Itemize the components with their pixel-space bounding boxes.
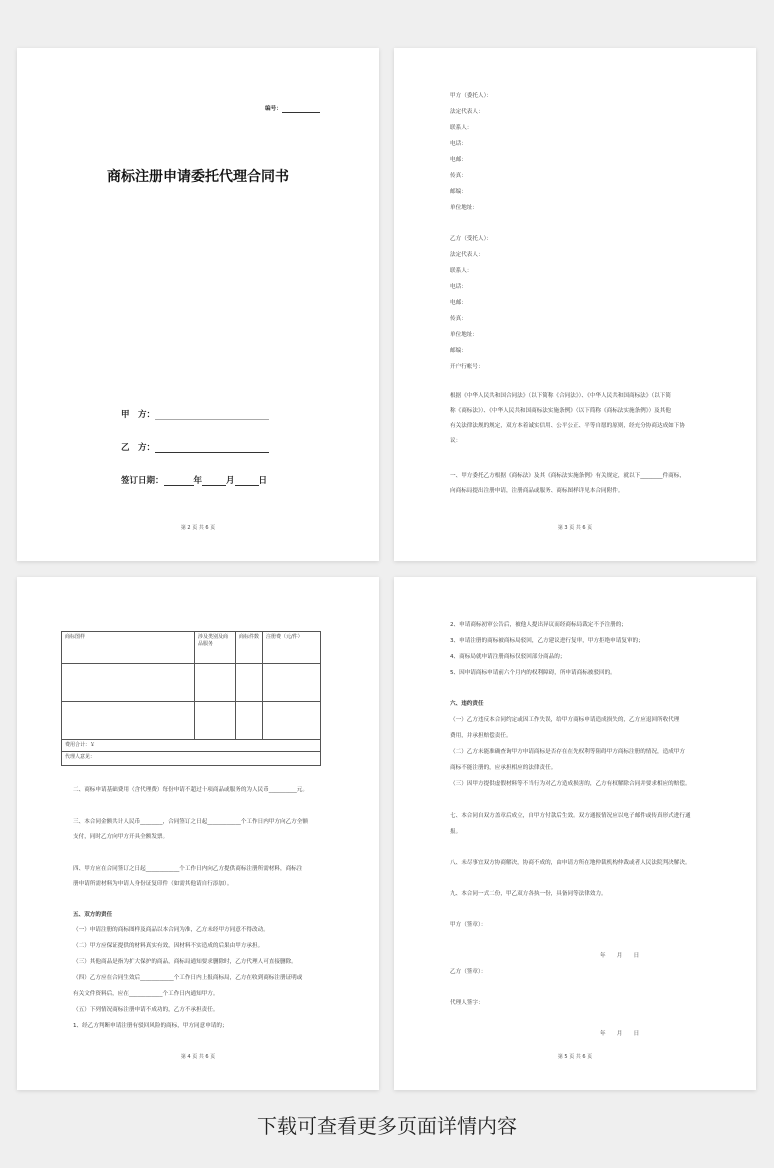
party-b-field: 邮编： <box>450 348 467 354</box>
clause-4-line: 四、甲方应在合同签订之日起____________个工作日内向乙方提供商标注册所需材料，商标注 <box>73 866 303 872</box>
section-5-line: （四）乙方应在合同生效后____________个工作日内上报商标局，乙方在收到商标注册证明或 <box>73 975 303 981</box>
page-cover <box>17 48 379 561</box>
section-5-line: （三）其他商品是指为扩大保护的商品，商标局通知要求删除时，乙方代理人可直接删除。 <box>73 959 297 965</box>
sign-date: 年 月 日 <box>600 953 640 959</box>
section-5-title: 五、双方的责任 <box>73 912 113 918</box>
agent-opinion: 代理人意见： <box>62 752 321 766</box>
party-a-field: 电邮： <box>450 157 467 163</box>
party-b-field: 联系人： <box>450 268 473 274</box>
fee-table <box>61 631 321 766</box>
section-9: 九、本合同一式二份，甲乙双方各执一份，具备同等法律效力。 <box>450 891 607 897</box>
section-7-line: 七、本合同自双方盖章后成立，自甲方付款后生效。双方通报情况应以电子邮件或传真形式进行通 <box>450 813 691 819</box>
section-6-line: （二）乙方未能准确查询甲方申请商标是否存在在先权利等阻碍甲方商标注册的情况，造成甲方 <box>450 749 685 755</box>
page-number: 第 5 页 共 6 页 <box>557 1054 593 1060</box>
sign-date-line: 签订日期： 年 月 日 <box>121 476 268 486</box>
page-number: 第 2 页 共 6 页 <box>180 525 216 531</box>
section-6-line: 费用，并承担赔偿责任。 <box>450 733 512 739</box>
table-header: 注册费（元/件） <box>263 632 321 664</box>
section-5-line: （五）下列情况商标注册申请不成功的，乙方不承担责任。 <box>73 1007 219 1013</box>
party-b-field: 开户行帐号： <box>450 364 484 370</box>
party-b-field: 法定代表人： <box>450 252 484 258</box>
party-a-field: 甲方（委托人）： <box>450 93 492 99</box>
exemption-line: 4、商标局就申请注册商标仅驳回部分商品的； <box>450 654 566 660</box>
exemption-line: 2、申请商标初审公告后，被他人提出异议而经商标局裁定不予注册的； <box>450 622 627 628</box>
party-a-field: 传真： <box>450 173 467 179</box>
page-parties <box>394 48 756 561</box>
party-b-field: 乙方（受托人）： <box>450 236 492 242</box>
clause-3-line: 支付，同时乙方向甲方开具全额发票。 <box>73 834 169 840</box>
party-a-sign: 甲方（签章）： <box>450 922 487 928</box>
party-b-sign: 乙方（签章）： <box>450 969 487 975</box>
party-b-field: 电邮： <box>450 300 467 306</box>
page-number: 第 4 页 共 6 页 <box>180 1054 216 1060</box>
section-6-line: （三）因甲方提供虚假材料等不当行为对乙方造成损害的，乙方有权解除合同并要求相应的赔偿。 <box>450 781 691 787</box>
party-b-line: 乙 方： <box>121 441 269 453</box>
party-a-field: 电话： <box>450 141 467 147</box>
section-6-title: 六、违约责任 <box>450 701 484 707</box>
download-more-link[interactable]: 下载可查看更多页面详情内容 <box>257 1114 517 1138</box>
section-5-line: （二）甲方应保证提供的材料真实有效，因材料不实造成的后果由甲方承担。 <box>73 943 264 949</box>
section-5-line: 1、经乙方判断申请注册有驳回风险的商标，甲方同意申请的； <box>73 1023 228 1029</box>
party-a-line: 甲 方： <box>121 408 269 420</box>
table-header: 商标图样 <box>62 632 195 664</box>
party-b-field: 电话： <box>450 284 467 290</box>
section-6-line: （一）乙方违反本合同约定或因工作失误，给甲方商标申请造成损失的，乙方应退回所收代理 <box>450 717 680 723</box>
section-5-line: （一）申请注册的商标图样及商品以本合同为准，乙方未经甲方同意不得改动。 <box>73 927 269 933</box>
table-header: 涉及类别及商品服务 <box>195 632 236 664</box>
clause-3-line: 三、本合同金额共计人民币________，合同签订之日起____________个工作日内甲方向乙方全额 <box>73 819 308 825</box>
clause-4-line: 册申请所需材料为申请人身份证复印件（如需其他请自行添加）。 <box>73 881 233 887</box>
section-7-line: 报。 <box>450 829 462 835</box>
section-6-line: 商标不能注册的，应承担相应的法律责任。 <box>450 765 557 771</box>
party-a-field: 法定代表人： <box>450 109 484 115</box>
number-label: 编号： <box>265 104 320 113</box>
clause-1-line: 一、甲方委托乙方根据《商标法》及其《商标法实施条例》有关规定，就以下________件商标， <box>450 473 685 479</box>
fee-total: 费用合计：￥ <box>62 740 321 752</box>
clause-2: 二、商标申请基础费用（含代理费）每份申请不超过十项商品或服务的为人民币__________元。 <box>73 787 308 793</box>
page-liabilities <box>394 577 756 1090</box>
party-a-field: 联系人： <box>450 125 473 131</box>
preamble-line: 有关法律法规的规定，双方本着诚实信用、公平公正、平等自愿的原则，经充分协商达成如下协 <box>450 423 685 429</box>
party-a-field: 单位地址： <box>450 205 478 211</box>
party-b-field: 单位地址： <box>450 332 478 338</box>
page-number: 第 3 页 共 6 页 <box>557 525 593 531</box>
preamble-line: 称《商标法》）、《中华人民共和国商标法实施条例》（以下简称《商标法实施条例》）及其他 <box>450 408 671 414</box>
sign-date: 年 月 日 <box>600 1031 640 1037</box>
party-a-field: 邮编： <box>450 189 467 195</box>
agent-sign: 代理人签字： <box>450 1000 484 1006</box>
table-header: 商标件数 <box>236 632 263 664</box>
exemption-line: 5、因申请商标申请前六个月内的权利障碍，所申请商标被驳回的。 <box>450 670 616 676</box>
page-title: 商标注册申请委托代理合同书 <box>107 169 289 185</box>
preamble-line: 议： <box>450 438 462 444</box>
section-8: 八、未尽事宜双方协商解决，协商不成的，由申请方所在地仲裁机构仲裁或者人民法院判决解决。 <box>450 860 691 866</box>
clause-1-line: 向商标局提出注册申请，注册商品或服务、商标图样详见本合同附件。 <box>450 488 624 494</box>
exemption-line: 3、申请注册的商标被商标局驳回，乙方建议进行复审，甲方拒绝申请复审的； <box>450 638 644 644</box>
party-b-field: 传真： <box>450 316 467 322</box>
page-fees <box>17 577 379 1090</box>
section-5-line: 有关文件资料后，应在____________个工作日内通知甲方。 <box>73 991 219 997</box>
preamble-line: 根据《中华人民共和国合同法》（以下简称《合同法》）、《中华人民共和国商标法》（以下简 <box>450 393 671 399</box>
